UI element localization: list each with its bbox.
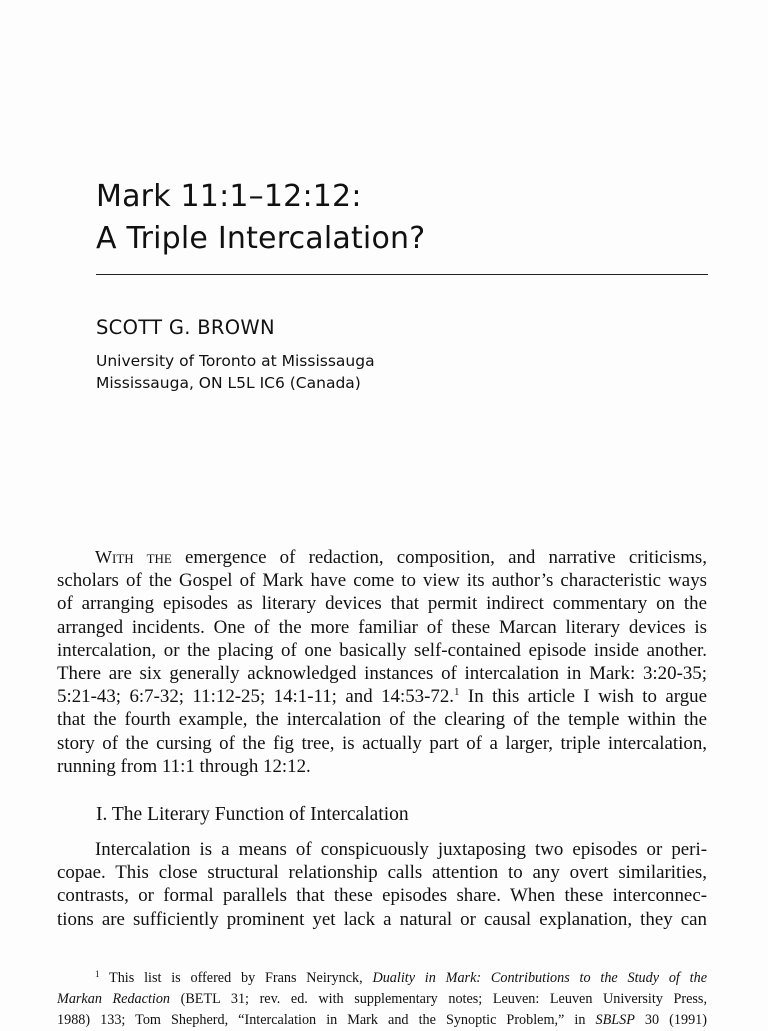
paragraph-line: scholars of the Gospel of Mark have come to view its author’s characteristic ways bbox=[57, 570, 707, 592]
footnote-line: $^1$ This list is offered by Frans Neirynck, Duality in Mark: Contributions to the Study of the bbox=[95, 969, 708, 986]
paragraph-line: tions are sufficiently prominent yet lack a natural or causal explanation, they can bbox=[57, 908, 707, 930]
paragraph-line: Intercalation is a means of conspicuously juxtaposing two episodes or peri- bbox=[95, 839, 707, 860]
paragraph-line: 5:21-43; 6:7-32; 11:12-25; 14:1-11; and 14:53-72.$^1$ In this article I wish to argue bbox=[57, 686, 707, 708]
paragraph-line: of arranging episodes as literary devices that permit indirect commentary on the bbox=[57, 593, 707, 615]
title-line-2: A Triple Intercalation? bbox=[96, 221, 426, 256]
affiliation-line-2: Mississauga, ON L5L IC6 (Canada) bbox=[96, 374, 361, 392]
paragraph-section-1 bbox=[57, 838, 707, 931]
title-line-1: Mark 11:1–12:12: bbox=[96, 179, 362, 214]
footnote-ref[interactable]: 1 bbox=[454, 686, 460, 699]
footnote bbox=[57, 968, 707, 1031]
article-title bbox=[96, 176, 716, 260]
author-name: SCOTT G. BROWN bbox=[96, 316, 275, 339]
title-rule bbox=[96, 274, 708, 275]
paragraph-line: With the emergence of redaction, composition, and narrative criticisms, bbox=[95, 547, 707, 568]
paragraph-line: There are six generally acknowledged instances of intercalation in Mark: 3:20-35; bbox=[57, 663, 707, 685]
paragraph-line: copae. This close structural relationship calls attention to any overt similarities, bbox=[57, 862, 707, 884]
section-heading: I. The Literary Function of Intercalation bbox=[96, 804, 409, 825]
author-affiliation bbox=[96, 350, 375, 394]
paragraph-intro bbox=[57, 546, 707, 778]
footnote-line: Markan Redaction (BETL 31; rev. ed. with supplementary notes; Leuven: Leuven University Press, bbox=[57, 991, 708, 1007]
affiliation-line-1: University of Toronto at Mississauga bbox=[96, 352, 375, 370]
paragraph-line: arranged incidents. One of the more familiar of these Marcan literary devices is bbox=[57, 616, 707, 638]
footnote-line: 1988) 133; Tom Shepherd, “Intercalation in Mark and the Synoptic Problem,” in SBLSP 30 (1991) bbox=[57, 1012, 707, 1028]
paragraph-line: story of the cursing of the fig tree, is actually part of a larger, triple intercalation, bbox=[57, 732, 707, 754]
footnote-mark: 1 bbox=[95, 969, 100, 979]
paragraph-line: that the fourth example, the intercalation of the clearing of the temple within the bbox=[57, 709, 707, 731]
paragraph-line: intercalation, or the placing of one basically self-contained episode inside another. bbox=[57, 639, 707, 661]
paragraph-line: running from 11:1 through 12:12. bbox=[57, 755, 311, 777]
paragraph-line: contrasts, or formal parallels that these episodes share. When these interconnec- bbox=[57, 885, 707, 907]
dropcaps-opening: With the bbox=[95, 547, 172, 567]
